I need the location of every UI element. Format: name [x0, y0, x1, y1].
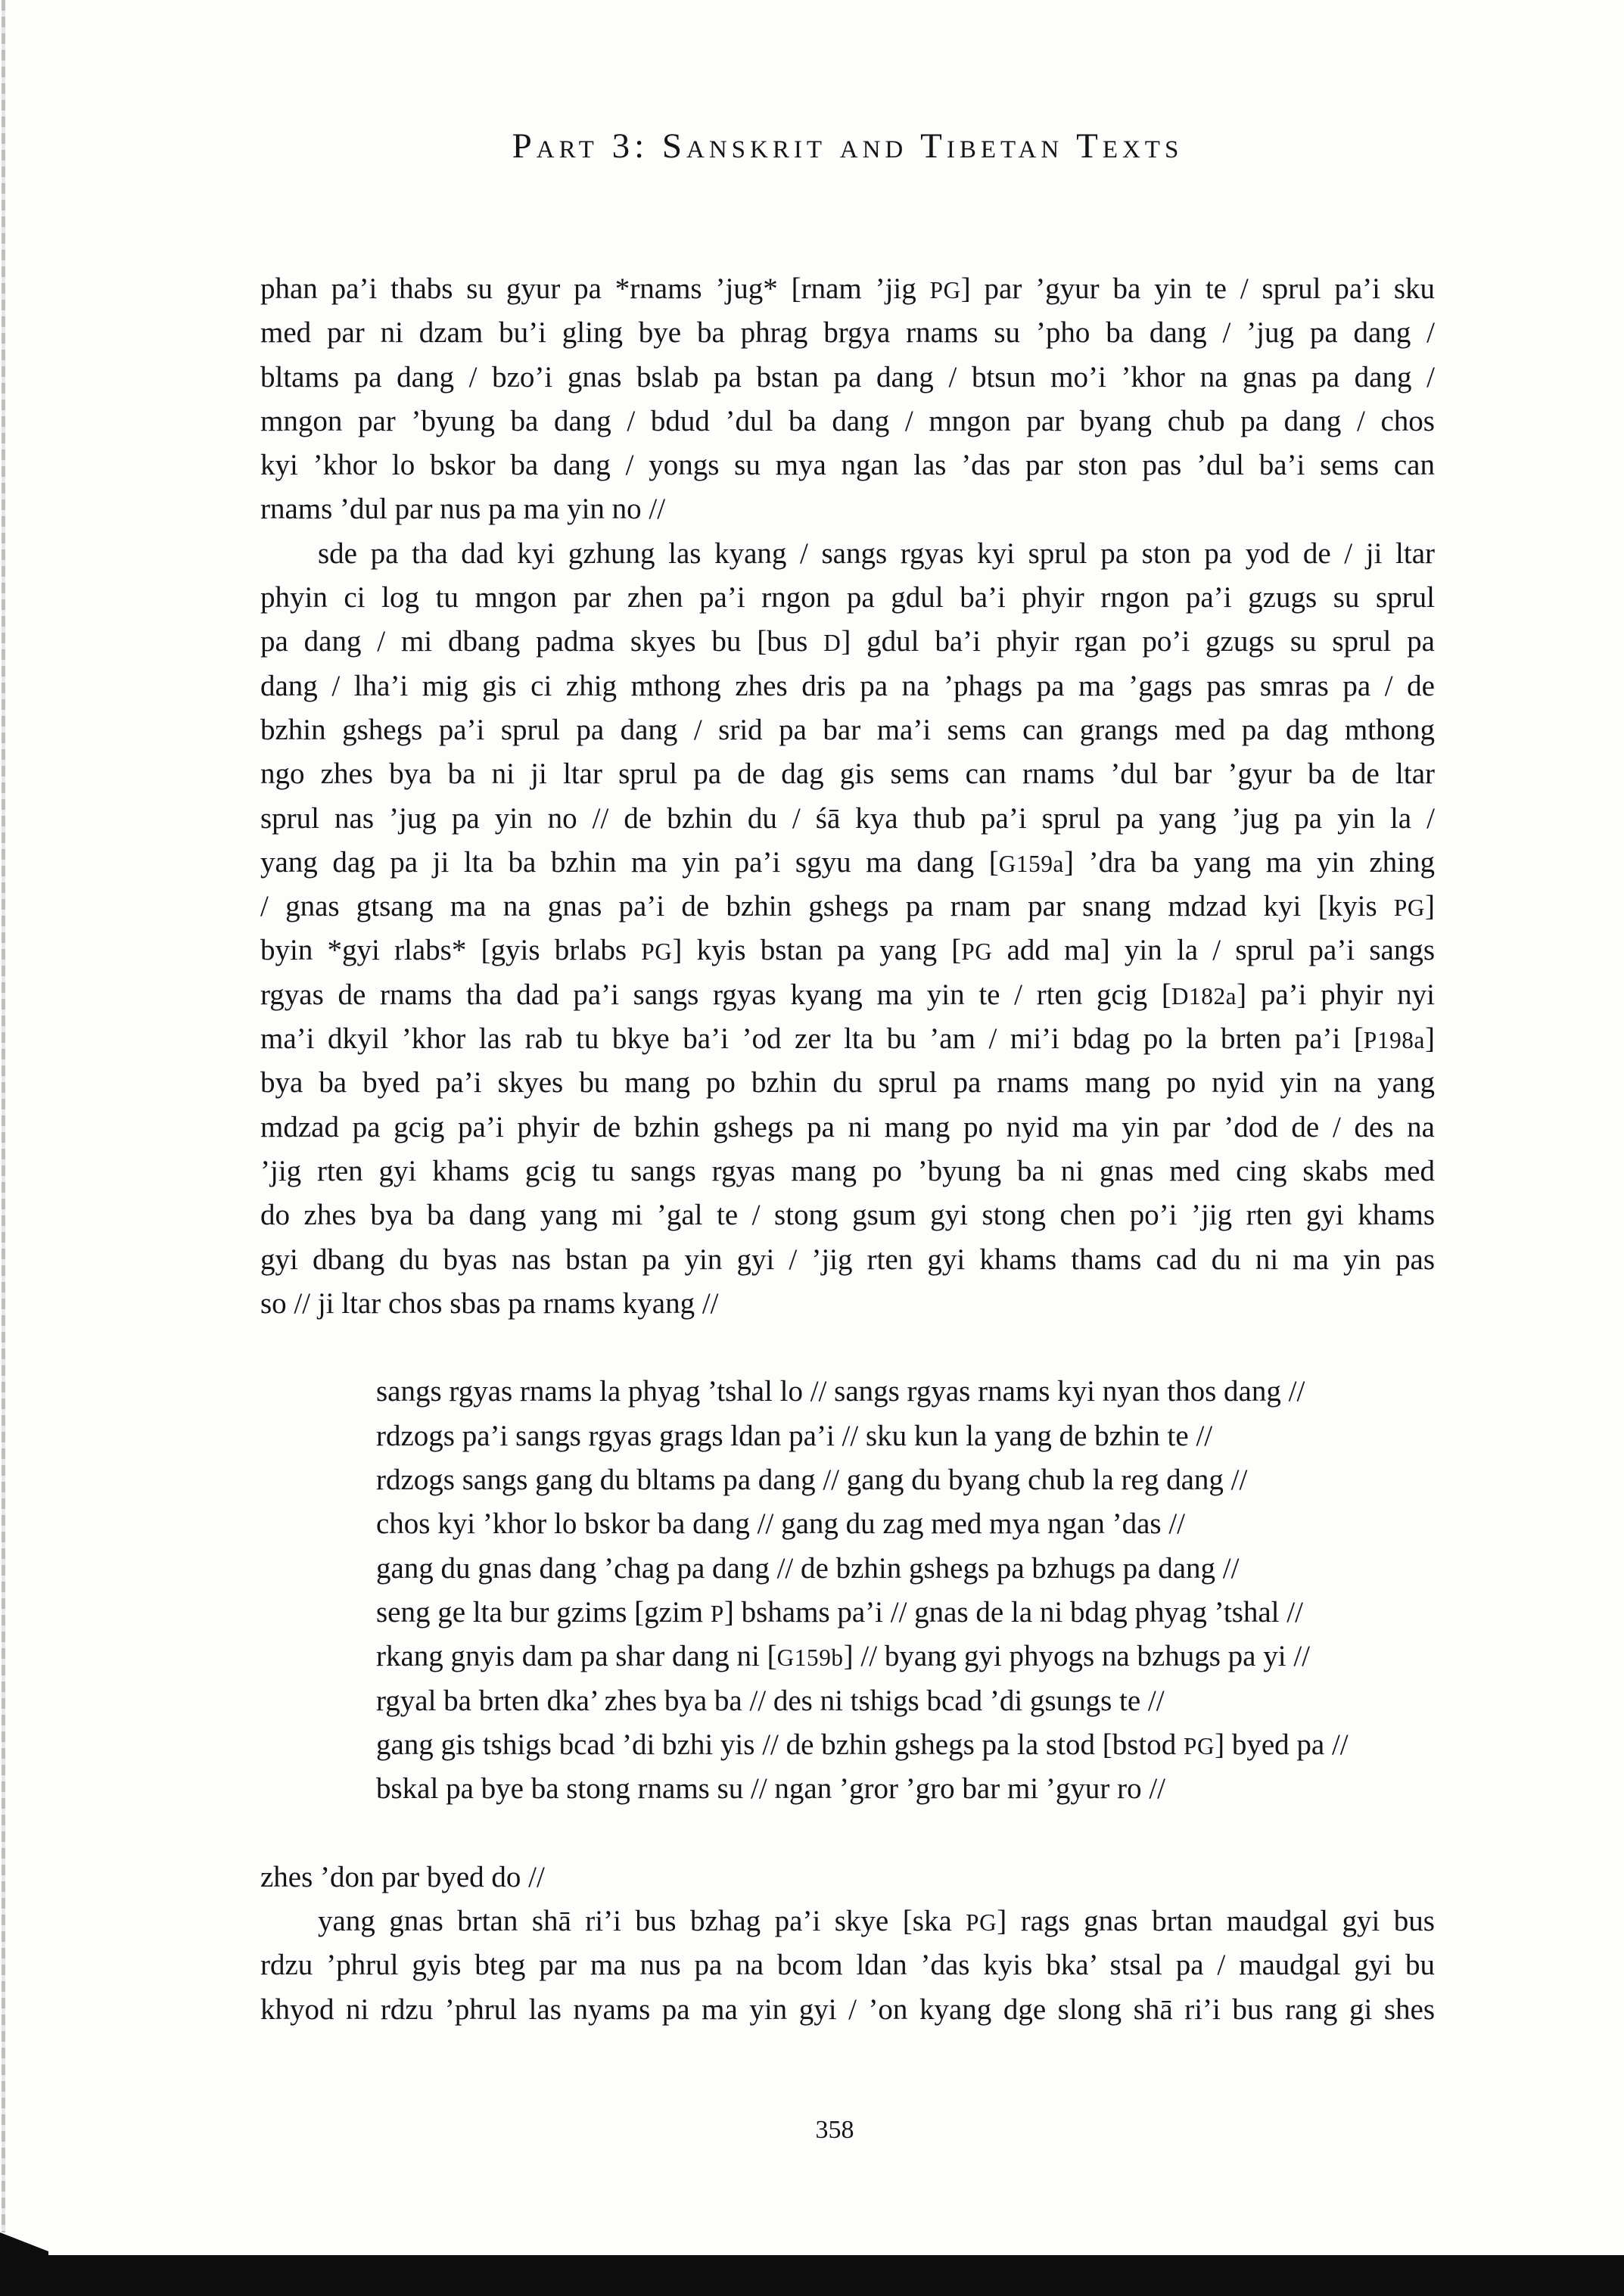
- text-line: [260, 532, 1435, 576]
- text-line: [376, 1679, 1435, 1723]
- siglum: P198a: [1363, 1027, 1425, 1054]
- text-run: do zhes bya ba dang yang mi ’gal te / stong gsum gyi stong chen po’i ’jig rten gyi khams: [260, 1199, 1435, 1232]
- text-line: [260, 576, 1435, 620]
- text-line: [260, 487, 1435, 531]
- text-run: bya ba byed pa’i skyes bu mang po bzhin du sprul pa rnams mang po nyid yin na yang: [260, 1066, 1435, 1100]
- text-line: [260, 708, 1435, 752]
- text-line: [260, 752, 1435, 796]
- text-run: bskal pa bye ba stong rnams su // ngan ’gror ’gro bar mi ’gyur ro //: [376, 1772, 1166, 1806]
- siglum: PG: [961, 938, 993, 966]
- text-run: ]: [1425, 890, 1435, 923]
- text-line: [260, 1238, 1435, 1282]
- text-line: [260, 973, 1435, 1017]
- scan-border-bottom: [0, 2255, 1624, 2296]
- verse-block: [376, 1370, 1435, 1811]
- text-line: [260, 267, 1435, 311]
- running-head: Part 3: Sanskrit and Tibetan Texts: [512, 126, 1184, 166]
- text-run: byin *gyi rlabs* [gyis brlabs: [260, 934, 642, 967]
- paragraph: [260, 1899, 1435, 2032]
- page-number: 358: [815, 2116, 854, 2144]
- text-run: rdzogs pa’i sangs rgyas grags ldan pa’i // sku kun la yang de bzhin te //: [376, 1419, 1213, 1452]
- text-run: ma’i dkyil ’khor las rab tu bkye ba’i ’od zer lta bu ’am / mi’i bdag po la brten pa’i [: [260, 1022, 1364, 1056]
- text-line: [260, 1017, 1435, 1061]
- text-run: pa dang / mi dbang padma skyes bu [bus: [260, 625, 824, 658]
- text-run: phyin ci log tu mngon par zhen pa’i rngon pa gdul ba’i phyir rngon pa’i gzugs su sprul: [260, 581, 1435, 614]
- siglum: G159b: [776, 1644, 844, 1672]
- text-run: phan pa’i thabs su gyur pa *rnams ’jug* [rnam ’jig: [260, 272, 930, 305]
- text-run: gang gis tshigs bcad ’di bzhi yis // de bzhin gshegs pa la stod [bstod: [376, 1728, 1184, 1761]
- text-run: gang du gnas dang ’chag pa dang // de bzhin gshegs pa bzhugs pa dang //: [376, 1551, 1240, 1585]
- text-run: ] byed pa //: [1215, 1728, 1349, 1761]
- siglum: G159a: [998, 850, 1065, 877]
- siglum: D182a: [1171, 982, 1237, 1010]
- text-line: [260, 841, 1435, 885]
- text-run: rgyas de rnams tha dad pa’i sangs rgyas kyang ma yin te / rten gcig [: [260, 978, 1171, 1011]
- scan-corner-mark: [0, 2232, 48, 2257]
- text-line: [260, 311, 1435, 355]
- text-run: rkang gnyis dam pa shar dang ni [: [376, 1640, 777, 1673]
- text-line: [260, 885, 1435, 929]
- text-line: [260, 1988, 1435, 2032]
- text-run: rdzogs sangs gang du bltams pa dang // gang du byang chub la reg dang //: [376, 1464, 1248, 1497]
- text-run: khyod ni rdzu ’phrul las nyams pa ma yin gyi / ’on kyang dge slong shā ri’i bus rang gi shes: [260, 1993, 1435, 2026]
- siglum: PG: [929, 277, 961, 303]
- text-run: rdzu ’phrul gyis bteg par ma nus pa na bcom ldan ’das kyis bka’ stsal pa / maudgal gyi bu: [260, 1949, 1435, 1982]
- text-run: ] bshams pa’i // gnas de la ni bdag phyag ’tshal //: [723, 1595, 1303, 1629]
- text-run: ’jig rten gyi khams gcig tu sangs rgyas mang po ’byung ba ni gnas med cing skabs med: [260, 1154, 1435, 1187]
- paragraph: [260, 267, 1435, 532]
- text-run: seng ge lta bur gzims [gzim: [376, 1595, 711, 1629]
- text-run: so // ji ltar chos sbas pa rnams kyang //: [260, 1286, 719, 1320]
- text-run: gyi dbang du byas nas bstan pa yin gyi / ’jig rten gyi khams thams cad du ni ma yin pas: [260, 1243, 1435, 1276]
- text-line: [260, 1106, 1435, 1150]
- text-line: [376, 1723, 1435, 1767]
- siglum: PG: [1393, 894, 1425, 922]
- text-run: rnams ’dul par nus pa ma yin no //: [260, 493, 666, 526]
- text-run: sprul nas ’jug pa yin no // de bzhin du / śā kya thub pa’i sprul pa yang ’jug pa yin la /: [260, 801, 1435, 835]
- text-run: ] rags gnas brtan maudgal gyi bus: [997, 1904, 1435, 1937]
- text-line: [260, 1856, 1435, 1899]
- text-run: ] gdul ba’i phyir rgan po’i gzugs su sprul pa: [841, 625, 1435, 658]
- text-line: [260, 1193, 1435, 1237]
- text-line: [260, 797, 1435, 841]
- siglum: P: [710, 1600, 724, 1627]
- text-run: sde pa tha dad kyi gzhung las kyang / sangs rgyas kyi sprul pa ston pa yod de / ji ltar: [318, 537, 1435, 570]
- siglum: PG: [1183, 1732, 1215, 1759]
- text-run: med par ni dzam bu’i gling bye ba phrag brgya rnams su ’pho ba dang / ’jug pa dang /: [260, 316, 1435, 350]
- text-run: kyi ’khor lo bskor ba dang / yongs su mya ngan las ’das par ston pas ’dul ba’i sems can: [260, 449, 1435, 482]
- text-run: / gnas gtsang ma na gnas pa’i de bzhin gshegs pa rnam par snang mdzad kyi [kyis: [260, 890, 1394, 923]
- paragraph: [260, 532, 1435, 1326]
- text-run: ] kyis bstan pa yang [: [672, 934, 962, 967]
- text-line: [376, 1502, 1435, 1546]
- text-line: [260, 620, 1435, 664]
- text-line: [376, 1547, 1435, 1591]
- text-run: dang / lha’i mig gis ci zhig mthong zhes dris pa na ’phags pa ma ’gags pas smras pa / de: [260, 669, 1435, 702]
- text-block: [260, 267, 1435, 2032]
- text-run: bzhin gshegs pa’i sprul pa dang / srid pa bar ma’i sems can grangs med pa dag mthong: [260, 713, 1435, 746]
- text-line: [376, 1370, 1435, 1414]
- text-line: [260, 356, 1435, 400]
- siglum: D: [823, 630, 842, 657]
- text-line: [260, 443, 1435, 487]
- text-run: yang dag pa ji lta ba bzhin ma yin pa’i sgyu ma dang [: [260, 845, 999, 879]
- text-run: ]: [1425, 1022, 1435, 1056]
- text-run: add ma] yin la / sprul pa’i sangs: [992, 934, 1435, 967]
- scan-edge-left: [2, 0, 5, 2232]
- text-run: ngo zhes bya ba ni ji ltar sprul pa de dag gis sems can rnams ’dul bar ’gyur ba de ltar: [260, 758, 1435, 791]
- text-line: [376, 1591, 1435, 1635]
- text-run: mdzad pa gcig pa’i phyir de bzhin gshegs pa ni mang po nyid ma yin par ’dod de / des na: [260, 1110, 1435, 1143]
- siglum: PG: [641, 938, 673, 966]
- text-run: chos kyi ’khor lo bskor ba dang // gang du zag med mya ngan ’das //: [376, 1507, 1186, 1541]
- text-line: [260, 1150, 1435, 1193]
- text-line: [260, 1899, 1435, 1943]
- text-run: sangs rgyas rnams la phyag ’tshal lo // sangs rgyas rnams kyi nyan thos dang //: [376, 1375, 1305, 1408]
- text-run: bltams pa dang / bzo’i gnas bslab pa bstan pa dang / btsun mo’i ’khor na gnas pa dang /: [260, 360, 1435, 394]
- text-line: [376, 1635, 1435, 1678]
- text-run: rgyal ba brten dka’ zhes bya ba // des ni tshigs bcad ’di gsungs te //: [376, 1684, 1165, 1717]
- siglum: PG: [966, 1909, 997, 1936]
- text-run: yang gnas brtan shā ri’i bus bzhag pa’i skye [ska: [318, 1904, 966, 1937]
- text-line: [376, 1414, 1435, 1458]
- text-run: ] ’dra ba yang ma yin zhing: [1064, 845, 1435, 879]
- text-line: [260, 929, 1435, 972]
- text-run: ] par ’gyur ba yin te / sprul pa’i sku: [960, 272, 1436, 305]
- text-run: mngon par ’byung ba dang / bdud ’dul ba dang / mngon par byang chub pa dang / chos: [260, 404, 1435, 437]
- text-run: zhes ’don par byed do //: [260, 1860, 545, 1893]
- text-line: [260, 1061, 1435, 1105]
- text-line: [260, 400, 1435, 443]
- text-line: [260, 664, 1435, 708]
- paragraph: [260, 1856, 1435, 1899]
- text-run: ] pa’i phyir nyi: [1237, 978, 1435, 1011]
- text-line: [376, 1458, 1435, 1502]
- text-line: [260, 1282, 1435, 1326]
- text-line: [260, 1943, 1435, 1987]
- text-run: ] // byang gyi phyogs na bzhugs pa yi //: [843, 1640, 1311, 1673]
- text-line: [376, 1767, 1435, 1811]
